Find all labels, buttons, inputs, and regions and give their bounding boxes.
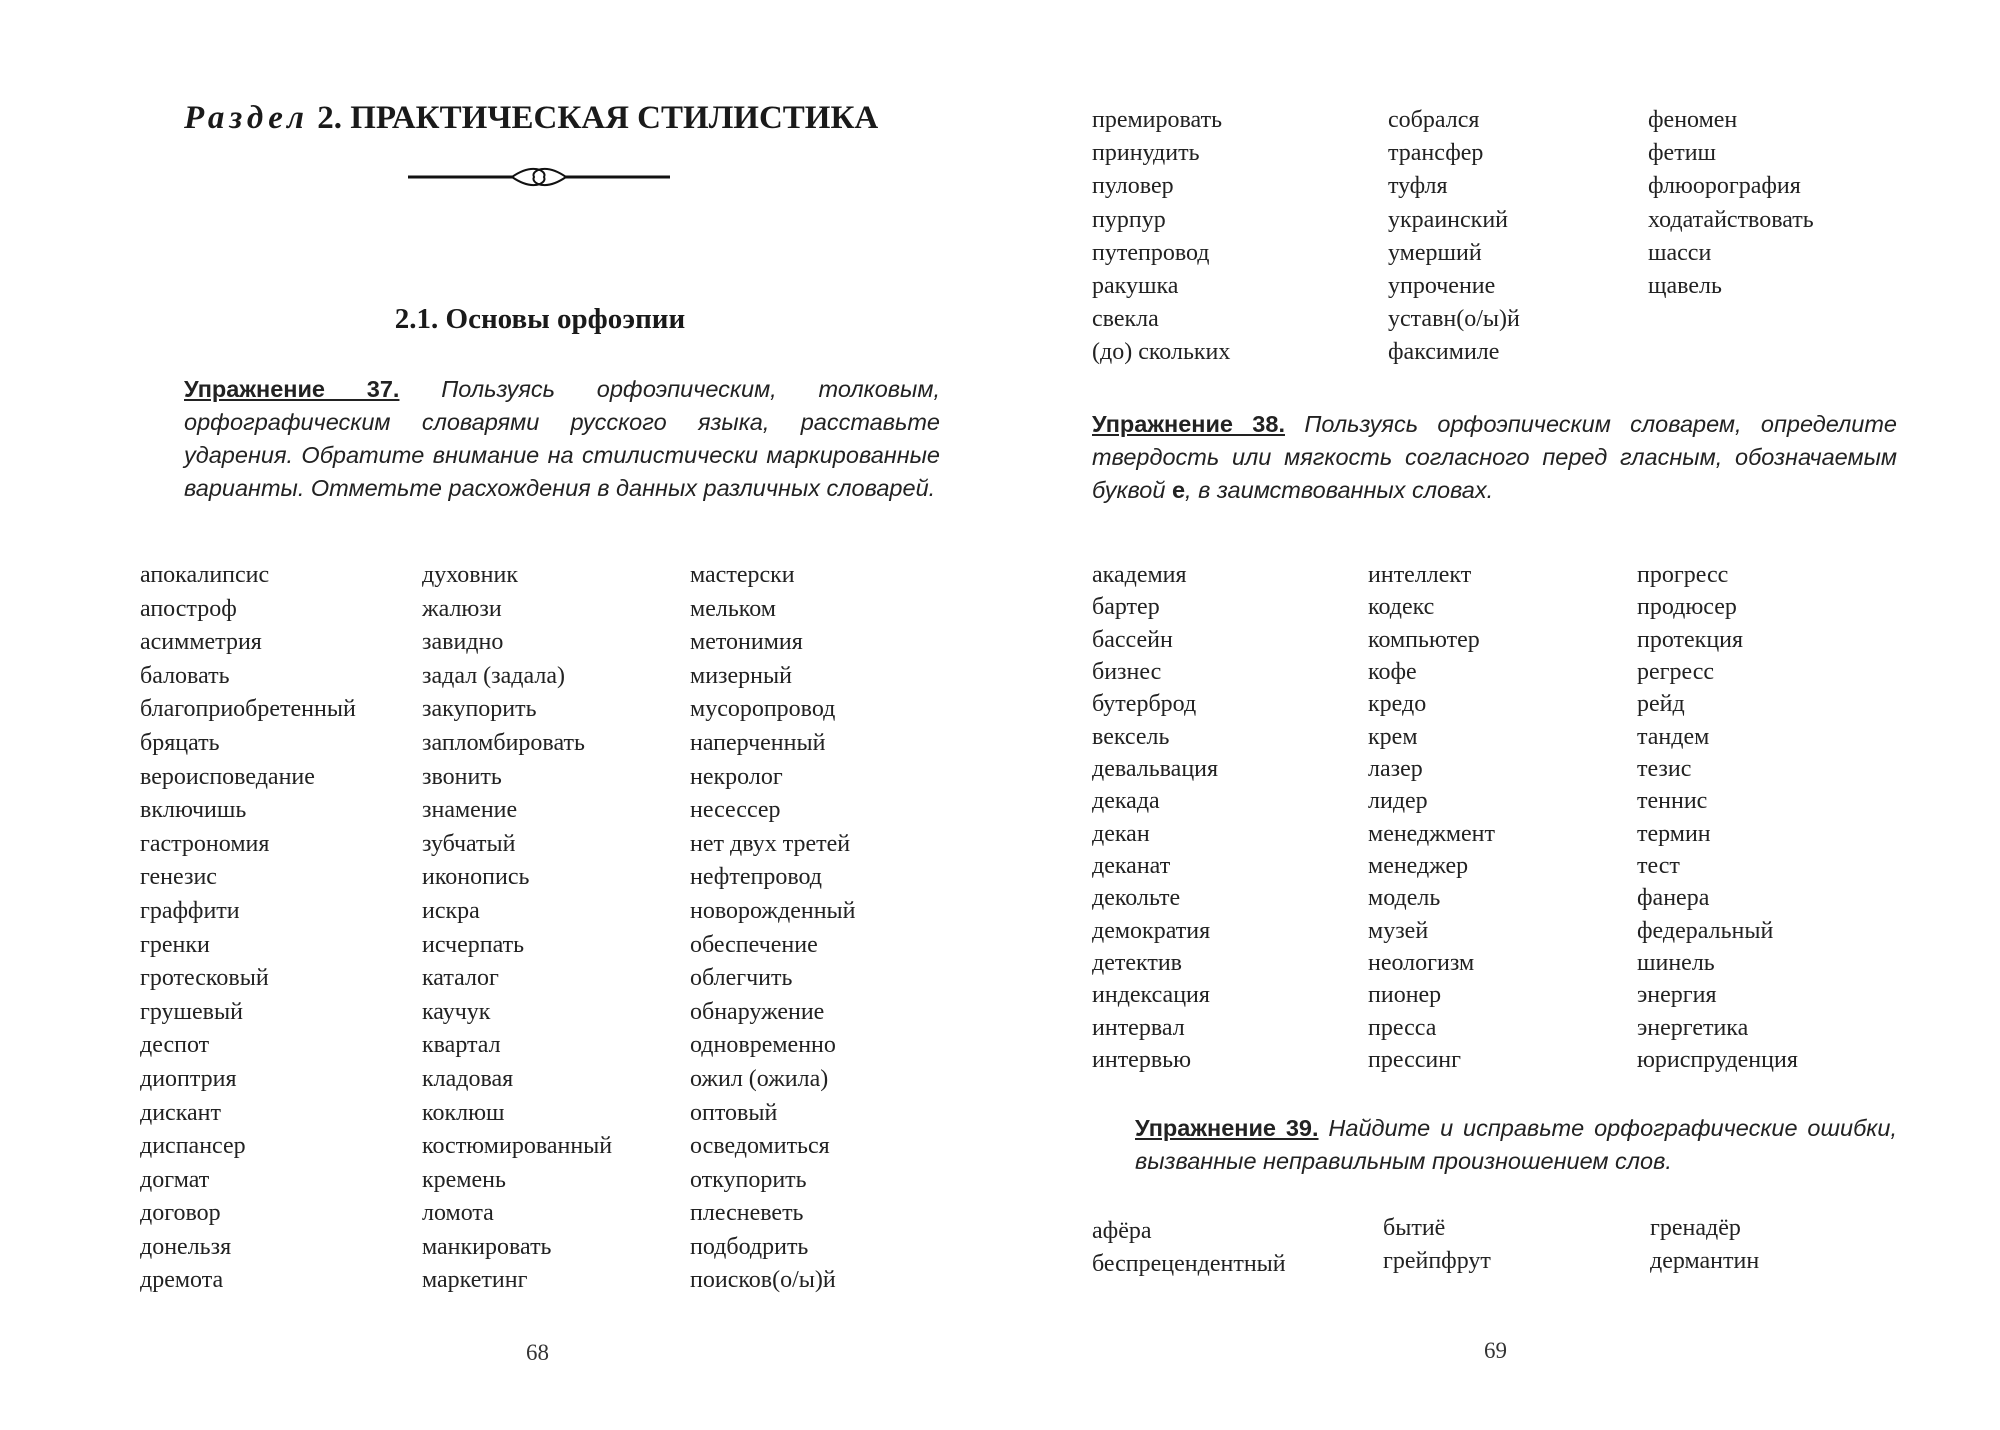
word-item: обеспечение <box>690 931 818 958</box>
word-item: оптовый <box>690 1099 778 1126</box>
word-item: модель <box>1368 885 1441 912</box>
word-item: собрался <box>1388 107 1480 133</box>
word-item: подбодрить <box>690 1233 809 1260</box>
word-item: гротесковый <box>140 965 269 992</box>
word-item: упрочение <box>1388 272 1496 299</box>
word-item: менеджер <box>1368 853 1469 880</box>
word-item: кредо <box>1368 691 1427 718</box>
word-item: регресс <box>1637 659 1715 686</box>
ornament-divider <box>408 165 670 189</box>
word-column-1 <box>140 559 356 1298</box>
word-column-1 <box>1092 104 1230 370</box>
word-item: завидно <box>422 629 504 656</box>
word-item: мизерный <box>690 662 792 689</box>
word-item: гастрономия <box>140 830 270 857</box>
word-item: неологизм <box>1368 950 1475 977</box>
word-item: бизнес <box>1092 659 1162 686</box>
word-item: энергетика <box>1637 1014 1749 1041</box>
word-item: звонить <box>422 763 502 790</box>
word-item: манкировать <box>422 1233 552 1260</box>
word-item: щавель <box>1648 272 1722 299</box>
word-item: дискант <box>140 1099 221 1126</box>
word-item: кладовая <box>422 1065 514 1092</box>
word-item: крем <box>1368 723 1418 750</box>
word-column-5 <box>1368 559 1495 1077</box>
word-item: апокалипсис <box>140 562 270 588</box>
word-item: бытиё <box>1383 1215 1446 1241</box>
word-item: деспот <box>140 1032 210 1059</box>
word-item: дермантин <box>1650 1247 1760 1274</box>
word-item: грейпфрут <box>1383 1247 1491 1274</box>
word-item: нефтепровод <box>690 864 823 891</box>
word-item: костюмированный <box>422 1133 613 1160</box>
right-page <box>1000 0 2000 1430</box>
word-item: благоприобретенный <box>140 696 356 723</box>
exercise-38-letter: е <box>1171 477 1186 503</box>
word-item: демократия <box>1092 917 1211 944</box>
word-item: договор <box>140 1200 221 1227</box>
word-item: пурпур <box>1092 206 1166 233</box>
exercise-38 <box>1092 408 1897 507</box>
word-item: девальвация <box>1092 756 1219 783</box>
word-item: каучук <box>422 998 491 1025</box>
exercise-38-label: Упражнение 38. <box>1092 411 1285 437</box>
word-item: диоптрия <box>140 1065 237 1092</box>
word-item: маркетинг <box>422 1267 528 1294</box>
exercise-37-label: Упражнение 37. <box>184 376 400 402</box>
word-item: прогресс <box>1637 562 1729 588</box>
word-item: запломбировать <box>422 729 585 756</box>
word-item: свекла <box>1092 306 1159 333</box>
word-item: кодекс <box>1368 594 1435 621</box>
word-item: лазер <box>1368 756 1423 783</box>
exercise-37 <box>184 373 940 505</box>
word-item: закупорить <box>422 696 537 723</box>
word-item: бассейн <box>1092 626 1173 653</box>
word-item: наперченный <box>690 729 826 756</box>
word-item: ракушка <box>1092 272 1179 299</box>
word-item: фанера <box>1637 885 1710 912</box>
word-item: пионер <box>1368 982 1442 1009</box>
word-item: асимметрия <box>140 629 262 656</box>
word-item: граффити <box>140 897 240 924</box>
word-column-3 <box>1648 104 1814 303</box>
word-column-8 <box>1383 1212 1491 1278</box>
word-item: гренадёр <box>1650 1215 1741 1241</box>
word-item: детектив <box>1092 950 1183 977</box>
word-item: академия <box>1092 562 1187 588</box>
word-item: уставн(о/ы)й <box>1388 306 1520 333</box>
word-item: бутерброд <box>1092 691 1197 718</box>
word-item: туфля <box>1388 173 1448 200</box>
word-item: генезис <box>140 864 217 891</box>
word-item: украинский <box>1388 206 1508 233</box>
word-item: ожил (ожила) <box>690 1065 829 1092</box>
word-column-3 <box>690 559 856 1298</box>
word-item: кофе <box>1368 659 1417 686</box>
word-item: облегчить <box>690 965 793 992</box>
word-column-2 <box>1388 104 1520 370</box>
word-item: премировать <box>1092 107 1223 133</box>
word-item: плесневеть <box>690 1200 804 1227</box>
word-item: искра <box>422 897 480 924</box>
word-item: кремень <box>422 1166 506 1193</box>
word-column-4 <box>1092 559 1218 1077</box>
word-item: энергия <box>1637 982 1717 1009</box>
word-item: менеджмент <box>1368 820 1495 847</box>
word-item: каталог <box>422 965 499 992</box>
subsection-title: 2.1. Основы орфоэпии <box>394 303 686 335</box>
word-item: коклюш <box>422 1099 505 1126</box>
word-item: жалюзи <box>422 595 502 622</box>
word-item: диспансер <box>140 1133 246 1160</box>
word-item: гренки <box>140 931 210 958</box>
word-item: включишь <box>140 797 247 824</box>
exercise-39-label: Упражнение 39. <box>1135 1115 1319 1141</box>
word-item: интервал <box>1092 1014 1185 1041</box>
word-item: мусоропровод <box>690 696 836 723</box>
word-item: грушевый <box>140 998 243 1025</box>
word-item: нет двух третей <box>690 830 851 857</box>
word-item: исчерпать <box>422 931 525 958</box>
exercise-38-text: Пользуясь орфоэпическим словарем, определите твердость или мягкость согласного перед гласным, обозначаемым буквой <box>1092 411 1897 503</box>
word-item: тезис <box>1637 756 1692 783</box>
word-item: метонимия <box>690 629 803 656</box>
word-item: дремота <box>140 1267 224 1294</box>
word-item: декан <box>1092 820 1150 847</box>
word-item: иконопись <box>422 864 530 891</box>
word-item: продюсер <box>1637 594 1737 621</box>
section-heading <box>184 100 878 137</box>
page-number: 68 <box>526 1340 549 1365</box>
word-item: тест <box>1637 853 1680 880</box>
word-item: (до) скольких <box>1092 339 1231 366</box>
word-item: пуловер <box>1092 173 1174 200</box>
word-column-7 <box>1092 1215 1286 1281</box>
word-item: принудить <box>1092 140 1200 167</box>
word-item: апостроф <box>140 595 237 622</box>
word-item: новорожденный <box>690 897 856 924</box>
word-item: декада <box>1092 788 1160 815</box>
word-item: лидер <box>1368 788 1428 815</box>
word-item: одновременно <box>690 1032 836 1059</box>
word-item: бартер <box>1092 594 1160 621</box>
word-item: прессинг <box>1368 1047 1461 1074</box>
word-item: зубчатый <box>422 830 516 857</box>
word-item: тандем <box>1637 723 1710 750</box>
word-item: индексация <box>1092 982 1210 1009</box>
word-item: путепровод <box>1092 239 1210 266</box>
word-item: вероисповедание <box>140 763 315 790</box>
word-item: фетиш <box>1648 140 1717 167</box>
word-item: федеральный <box>1637 917 1774 944</box>
word-item: рейд <box>1637 691 1685 718</box>
word-item: компьютер <box>1368 626 1480 653</box>
word-item: беспрецендентный <box>1092 1250 1286 1277</box>
word-item: пресса <box>1368 1014 1437 1041</box>
word-item: флюорография <box>1648 173 1801 200</box>
word-item: умерший <box>1388 239 1482 266</box>
word-item: музей <box>1368 917 1429 944</box>
section-prefix: Раздел <box>184 100 309 136</box>
word-column-2 <box>422 559 612 1298</box>
word-item: интервью <box>1092 1047 1192 1074</box>
word-item: декольте <box>1092 885 1181 912</box>
word-item: юриспруденция <box>1637 1047 1798 1074</box>
word-item: задал (задала) <box>422 662 566 689</box>
word-item: духовник <box>422 562 518 588</box>
exercise-39-text: Найдите и исправьте орфографические ошибки, вызванные неправильным произношением слов. <box>1135 1115 1897 1174</box>
page-number: 69 <box>1484 1338 1507 1363</box>
word-item: феномен <box>1648 107 1738 133</box>
word-item: знамение <box>422 797 518 824</box>
word-item: осведомиться <box>690 1133 830 1160</box>
word-item: донельзя <box>140 1233 232 1260</box>
word-item: откупорить <box>690 1166 807 1193</box>
word-item: теннис <box>1637 788 1708 815</box>
word-item: мельком <box>690 595 776 622</box>
word-item: ходатайствовать <box>1648 206 1814 233</box>
exercise-38-text-end: , в заимствованных словах. <box>1185 477 1494 503</box>
word-item: несессер <box>690 797 781 824</box>
word-column-9 <box>1650 1212 1759 1278</box>
word-item: ломота <box>422 1200 494 1227</box>
word-item: квартал <box>422 1032 501 1059</box>
word-item: бряцать <box>140 729 220 756</box>
word-item: деканат <box>1092 853 1171 880</box>
section-number: 2. <box>317 100 342 136</box>
word-item: шасси <box>1648 239 1712 266</box>
word-item: факсимиле <box>1388 339 1500 366</box>
word-item: поисков(о/ы)й <box>690 1267 836 1294</box>
exercise-39 <box>1135 1112 1897 1178</box>
exercise-37-text: Пользуясь орфоэпическим, толковым, орфографическим словарями русского языка, расставьте ударения. Обратите внимание на стилистически маркированные варианты. Отметьте расхождения в данных различных словарей. <box>184 376 940 501</box>
word-item: догмат <box>140 1166 210 1193</box>
word-column-6 <box>1637 559 1798 1077</box>
word-item: обнаружение <box>690 998 825 1025</box>
word-item: афёра <box>1092 1218 1152 1244</box>
section-title: ПРАКТИЧЕСКАЯ СТИЛИСТИКА <box>350 100 879 136</box>
word-item: протекция <box>1637 626 1744 653</box>
word-item: интеллект <box>1368 562 1472 588</box>
word-item: термин <box>1637 820 1711 847</box>
word-item: мастерски <box>690 562 795 588</box>
word-item: трансфер <box>1388 140 1484 167</box>
word-item: баловать <box>140 662 230 689</box>
word-item: некролог <box>690 763 783 790</box>
word-item: вексель <box>1092 723 1170 750</box>
word-item: шинель <box>1637 950 1715 977</box>
